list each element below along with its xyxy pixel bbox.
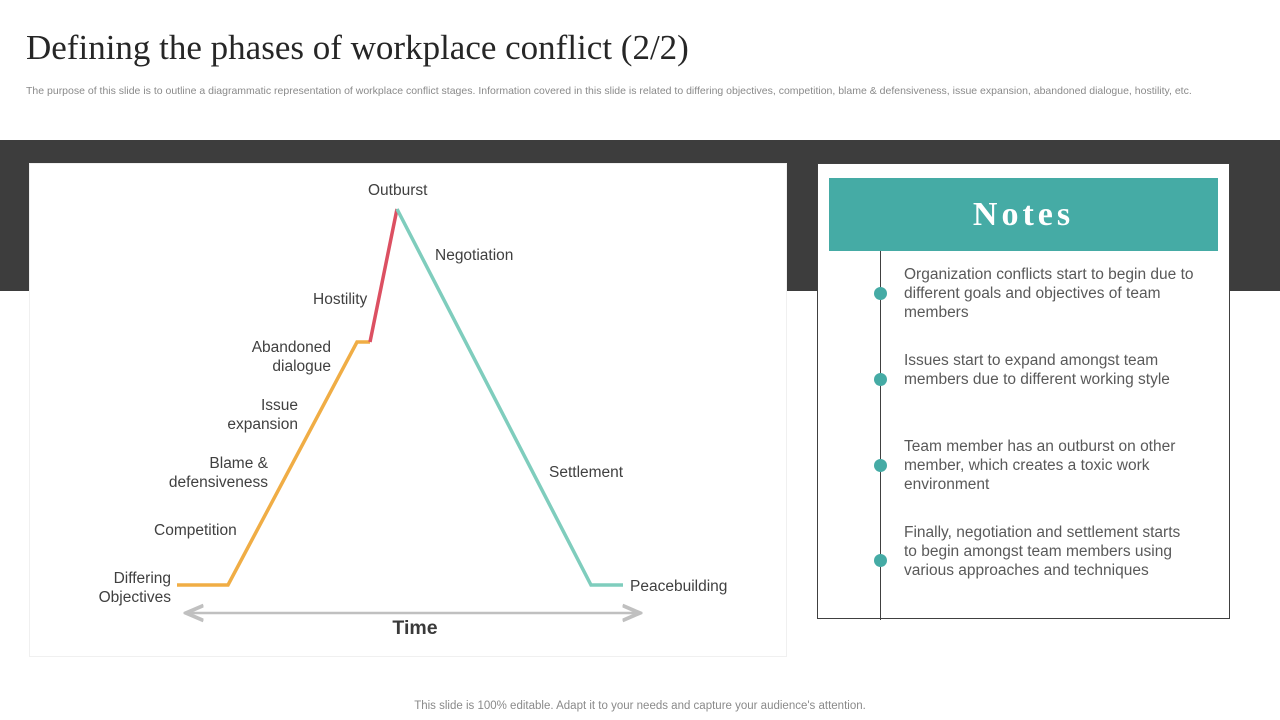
note-bullet-dot xyxy=(874,373,887,386)
note-item-4: Finally, negotiation and settlement starts to begin amongst team members using various approaches and techniques xyxy=(904,524,1181,579)
stage-label-issue-expansion: Issue expansion xyxy=(227,397,298,433)
note-bullet-dot xyxy=(874,459,887,472)
page-title: Defining the phases of workplace conflict (2/2) xyxy=(26,28,689,67)
note-item-3: Team member has an outburst on other member, which creates a toxic work environment xyxy=(904,438,1176,493)
stage-label-blame-defensiveness: Blame & defensiveness xyxy=(168,455,268,491)
stage-label-outburst: Outburst xyxy=(368,182,428,199)
note-bullet-dot xyxy=(874,554,887,567)
stage-label-peacebuilding: Peacebuilding xyxy=(630,578,728,595)
stage-label-abandoned-dialogue: Abandoned dialogue xyxy=(251,339,331,375)
notes-panel xyxy=(817,163,1230,619)
stage-label-competition: Competition xyxy=(154,522,237,539)
page-subtitle: The purpose of this slide is to outline a diagrammatic representation of workplace conflict stages. Information covered in this slide is related to differing objectives, competition, blame & defensiveness, issue expansion, abandoned dialogue, hostility, etc. xyxy=(26,85,1192,97)
crisis-line xyxy=(370,209,397,342)
notes-header: Notes xyxy=(829,178,1218,251)
note-bullet-dot xyxy=(874,287,887,300)
note-item-2: Issues start to expand amongst team members due to different working style xyxy=(904,352,1170,388)
note-item-1: Organization conflicts start to begin due to different goals and objectives of team members xyxy=(904,266,1194,321)
stage-label-settlement: Settlement xyxy=(549,464,624,481)
resolution-line xyxy=(397,209,623,585)
stage-label-negotiation: Negotiation xyxy=(435,247,514,264)
stage-label-hostility: Hostility xyxy=(313,291,368,308)
footer-note: This slide is 100% editable. Adapt it to your needs and capture your audience's attention. xyxy=(414,700,866,712)
stage-label-differing-objectives: Differing Objectives xyxy=(98,570,171,606)
time-axis-label: Time xyxy=(392,617,438,639)
conflict-diagram xyxy=(29,163,787,657)
